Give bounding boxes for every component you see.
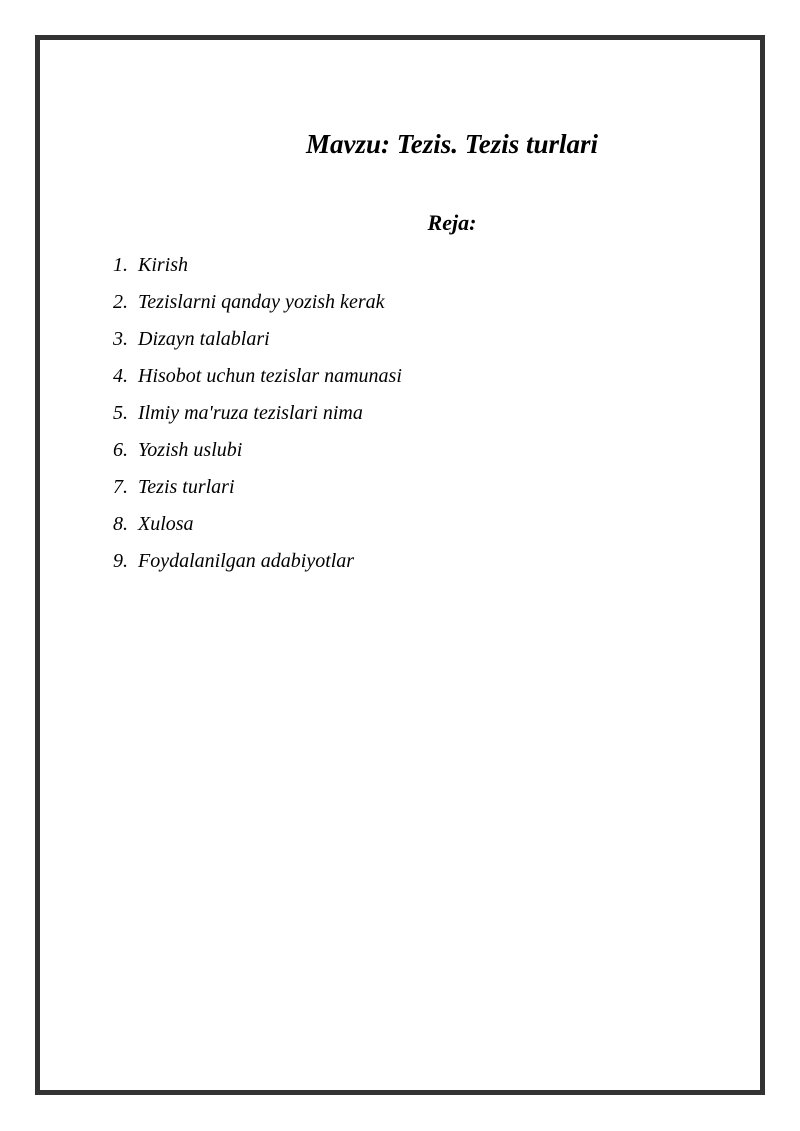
plan-item-text: Yozish uslubi	[138, 439, 243, 461]
plan-item-text: Hisobot uchun tezislar namunasi	[138, 365, 402, 387]
plan-list	[113, 250, 402, 583]
plan-item-number: 4.	[113, 365, 128, 387]
plan-item-text: Dizayn talablari	[138, 328, 270, 350]
document-title: Mavzu: Tezis. Tezis turlari	[305, 129, 599, 159]
plan-item-text: Ilmiy ma'ruza tezislari nima	[138, 402, 363, 424]
plan-item	[113, 250, 402, 287]
plan-item-number: 6.	[113, 439, 128, 461]
plan-item	[113, 509, 402, 546]
plan-item	[113, 361, 402, 398]
plan-item-number: 1.	[113, 254, 128, 276]
plan-item-text: Foydalanilgan adabiyotlar	[138, 550, 355, 572]
plan-item	[113, 546, 402, 583]
plan-item-text: Tezislarni qanday yozish kerak	[138, 291, 385, 313]
plan-item-number: 9.	[113, 550, 128, 572]
plan-item-number: 3.	[113, 328, 128, 350]
plan-item	[113, 435, 402, 472]
plan-item	[113, 287, 402, 324]
plan-item	[113, 398, 402, 435]
plan-item-number: 2.	[113, 291, 128, 313]
plan-item-text: Kirish	[138, 254, 189, 276]
plan-item	[113, 472, 402, 509]
plan-item-number: 5.	[113, 402, 128, 424]
plan-item-number: 8.	[113, 513, 128, 535]
plan-heading: Reja:	[427, 210, 477, 235]
plan-item-text: Xulosa	[138, 513, 194, 535]
plan-item	[113, 324, 402, 361]
plan-item-number: 7.	[113, 476, 128, 498]
plan-item-text: Tezis turlari	[138, 476, 235, 498]
